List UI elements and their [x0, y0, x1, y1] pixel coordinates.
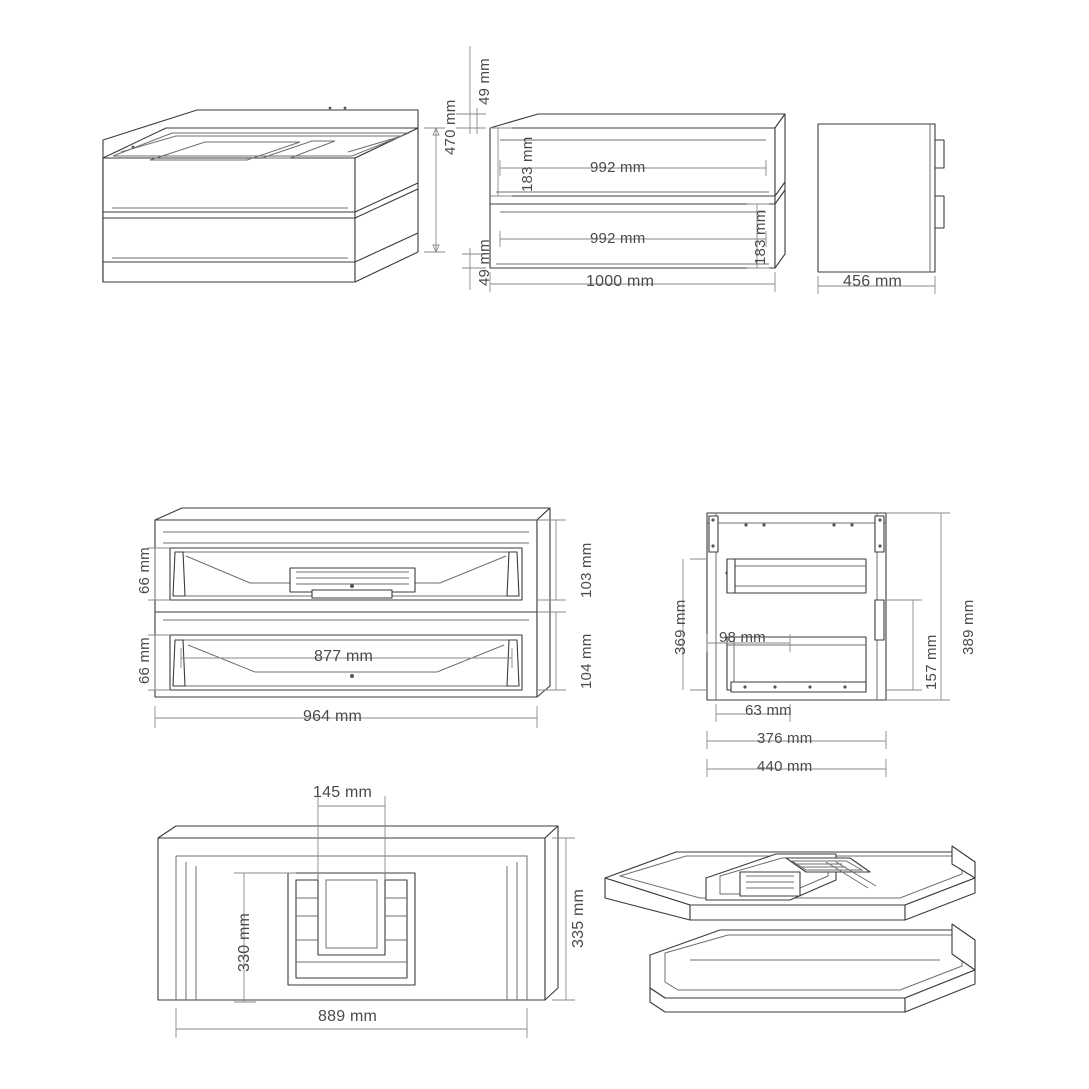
dim-side-157: 157 mm: [923, 634, 940, 690]
dim-interior-right-lower: 104 mm: [578, 633, 595, 689]
dim-side-width: 456 mm: [843, 273, 902, 290]
dim-side-63: 63 mm: [745, 702, 792, 719]
dim-drawer-width-top: 992 mm: [590, 159, 646, 176]
dim-plan-depth: 335 mm: [570, 889, 587, 948]
dim-plan-cutout-depth: 330 mm: [236, 913, 253, 972]
dim-side-376: 376 mm: [757, 730, 813, 747]
dim-side-440: 440 mm: [757, 758, 813, 775]
dim-side-outer-depth: 389 mm: [960, 599, 977, 655]
view-exploded-isometric: [605, 846, 975, 1012]
dim-drawer-width-bottom: 992 mm: [590, 230, 646, 247]
dim-plan-width: 889 mm: [318, 1008, 377, 1025]
dim-drawer-height-bottom: 183 mm: [752, 209, 769, 265]
view-side-elevation: [818, 124, 944, 294]
dim-inner-width: 877 mm: [314, 648, 373, 665]
dim-front-bottom-gap: 49 mm: [476, 239, 493, 286]
view-isometric-assembled: [103, 107, 445, 282]
dim-front-top-gap: 49 mm: [476, 58, 493, 105]
dim-iso-height: 470 mm: [442, 99, 459, 155]
dim-plan-cutout-width: 145 mm: [313, 784, 372, 801]
dim-interior-left-upper: 66 mm: [136, 547, 153, 594]
dim-carcass-width: 964 mm: [303, 708, 362, 725]
view-plan: [158, 796, 575, 1038]
dim-interior-left-lower: 66 mm: [136, 637, 153, 684]
dim-overall-width: 1000 mm: [586, 273, 655, 290]
dim-side-inner-depth: 369 mm: [672, 599, 689, 655]
dim-side-98: 98 mm: [719, 629, 766, 646]
dim-interior-right-upper: 103 mm: [578, 542, 595, 598]
view-front-section: [148, 508, 566, 728]
dim-drawer-height-top: 183 mm: [519, 136, 536, 192]
